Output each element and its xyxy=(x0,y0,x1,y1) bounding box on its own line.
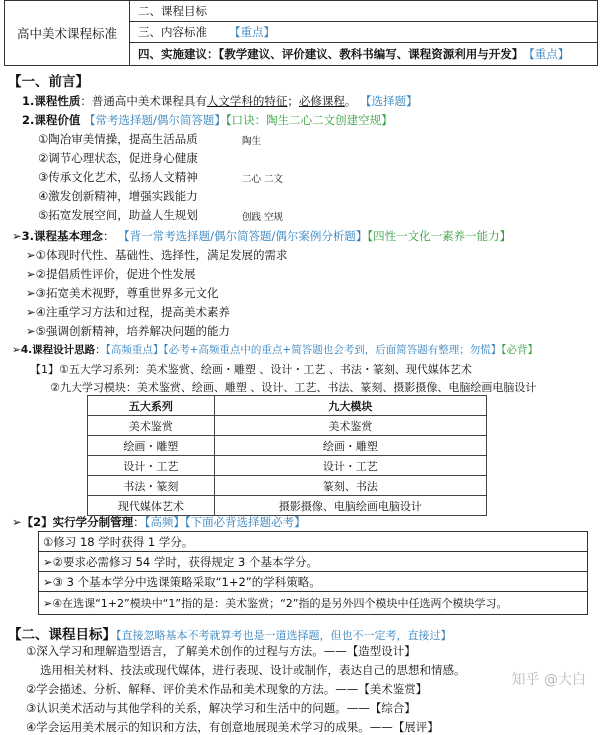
table-cell: 美术鉴赏 xyxy=(214,416,486,436)
table-row xyxy=(88,496,487,516)
table-header-row xyxy=(88,396,487,416)
value-mnemonic: 创践 空规 xyxy=(242,212,284,223)
value-item: ①陶冶审美情操，提高生活品质 xyxy=(38,132,198,146)
goal-item: ②学会描述、分析、解释、评价美术作品和美术现象的方法。——【美术鉴赏】 xyxy=(26,682,428,696)
key-tag: 【重点】 xyxy=(523,46,570,61)
credit-rules-box xyxy=(38,531,588,615)
value-mnemonic: 陶生 xyxy=(242,136,262,147)
table-cell: 篆刻、书法 xyxy=(214,476,486,496)
outline-row-goals: 二、课程目标 xyxy=(130,1,597,22)
arrow-icon: ➢ xyxy=(43,596,53,610)
five-series-line: 【1】①五大学习系列：美术鉴赏、绘画・雕塑 、设计・工艺 、书法・篆刻、现代媒体艺术 xyxy=(30,363,472,376)
concept-item: ➢②提倡质性评价，促进个性发展 xyxy=(26,267,196,281)
concept-item: ➢③拓宽美术视野，尊重世界多元文化 xyxy=(26,286,219,300)
goal-item: ①深入学习和理解造型语言，了解美术创作的过程与方法。——【造型设计】 xyxy=(26,644,416,658)
arrow-icon: ➢ xyxy=(12,229,22,243)
arrow-icon: ➢ xyxy=(26,248,36,262)
table-cell: 设计・工艺 xyxy=(214,456,486,476)
credit-rule: ①修习 18 学时获得 1 学分。 xyxy=(39,532,587,552)
arrow-icon: ➢ xyxy=(12,344,21,356)
standard-outline-table xyxy=(4,0,598,66)
goal-item: ④学会运用美术展示的知识和方法，有创意地展现美术学习的成果。——【展评】 xyxy=(26,720,439,734)
goal-item: 选用相关材料、技法或现代媒体，进行表现、设计或制作，表达自己的思想和情感。 xyxy=(40,663,466,677)
arrow-icon: ➢ xyxy=(26,267,36,281)
table-cell: 绘画・雕塑 xyxy=(88,436,215,456)
table-row xyxy=(88,476,487,496)
value-item: ③传承文化艺术，弘扬人文精神 xyxy=(38,170,198,184)
credit-heading: ➢【2】实行学分制管理：【高频】【下面必背选择题必考】 xyxy=(12,515,306,529)
arrow-icon: ➢ xyxy=(43,554,53,569)
table-cell: 美术鉴赏 xyxy=(88,416,215,436)
outline-row-implementation: 四、实施建议：【教学建议、评价建议、教科书编写、课程资源利用与开发】 【重点】 xyxy=(138,46,570,61)
course-concept: ➢3.课程基本理念： 【背一常考选择题/偶尔简答题/偶尔案例分析题】【四性一文化一素养一能力】 xyxy=(12,229,512,243)
course-value: 2.课程价值 【常考选择题/偶尔简答题】【口诀：陶生二心二文创建空规】 xyxy=(22,113,393,127)
nine-modules-line: ②九大学习模块：美术鉴赏、绘画、雕塑 、设计、工艺、书法、篆刻、摄影摄像、电脑绘画电脑设计 xyxy=(50,381,537,394)
course-nature: 1.课程性质：普通高中美术课程具有人文学科的特征；必修课程。 【选择题】 xyxy=(22,94,418,108)
table-row xyxy=(88,456,487,476)
credit-rule: ➢ ③ 3 个基本学分中选课策略采取“1+2”的学科策略。 xyxy=(39,572,587,592)
standard-title: 高中美术课程标准 xyxy=(5,1,130,65)
concept-item: ➢⑤强调创新精神，培养解决问题的能力 xyxy=(26,324,230,338)
arrow-icon: ➢ xyxy=(26,305,36,319)
table-row xyxy=(88,436,487,456)
goal-item: ③认识美术活动与其他学科的关系，解决学习和生活中的问题。——【综合】 xyxy=(26,701,416,715)
concept-item: ➢④注重学习方法和过程，提高美术素养 xyxy=(26,305,230,319)
course-design: ➢4.课程设计思路：【高频重点】【必考+高频重点中的重点+简答题也会考到，后面简答题有整理；勿慌】【必背】 xyxy=(12,344,538,356)
arrow-icon: ➢ xyxy=(12,515,22,529)
outline-row-content: 三、内容标准 【重点】 xyxy=(130,22,597,43)
key-tag: 【重点】 xyxy=(229,25,275,39)
value-item: ⑤拓宽发展空间，助益人生规划 xyxy=(38,208,198,222)
table-cell: 现代媒体艺术 xyxy=(88,496,215,516)
arrow-icon: ➢ xyxy=(26,324,36,338)
table-header: 九大模块 xyxy=(214,396,486,416)
value-mnemonic: 二心 二文 xyxy=(242,174,284,185)
section-goals-title: 【二、课程目标】【直接忽略基本不考就算考也是一道选择题，但也不一定考，直接过】 xyxy=(8,627,452,643)
arrow-icon: ➢ xyxy=(26,286,36,300)
credit-rule: ➢ ④在选课“1+2”模块中“1”指的是：美术鉴赏；“2”指的是另外四个模块中任选两个模块学习。 xyxy=(43,596,508,610)
value-item: ④激发创新精神，增强实践能力 xyxy=(38,189,198,203)
table-cell: 绘画・雕塑 xyxy=(214,436,486,456)
arrow-icon: ➢ xyxy=(43,574,53,589)
table-row xyxy=(88,416,487,436)
table-header: 五大系列 xyxy=(88,396,215,416)
table-cell: 设计・工艺 xyxy=(88,456,215,476)
section-preface-title: 【一、前言】 xyxy=(8,74,89,90)
tag-choice: 【选择题】 xyxy=(360,94,418,108)
watermark: 知乎 @大白 xyxy=(511,672,586,688)
value-item: ②调节心理状态，促进身心健康 xyxy=(38,151,198,165)
credit-rule: ➢ ②要求必需修习 54 学时，获得规定 3 个基本学分。 xyxy=(39,552,587,572)
modules-table xyxy=(87,395,487,516)
table-cell: 摄影摄像、电脑绘画电脑设计 xyxy=(214,496,486,516)
table-cell: 书法・篆刻 xyxy=(88,476,215,496)
concept-item: ➢①体现时代性、基础性、选择性，满足发展的需求 xyxy=(26,248,288,262)
